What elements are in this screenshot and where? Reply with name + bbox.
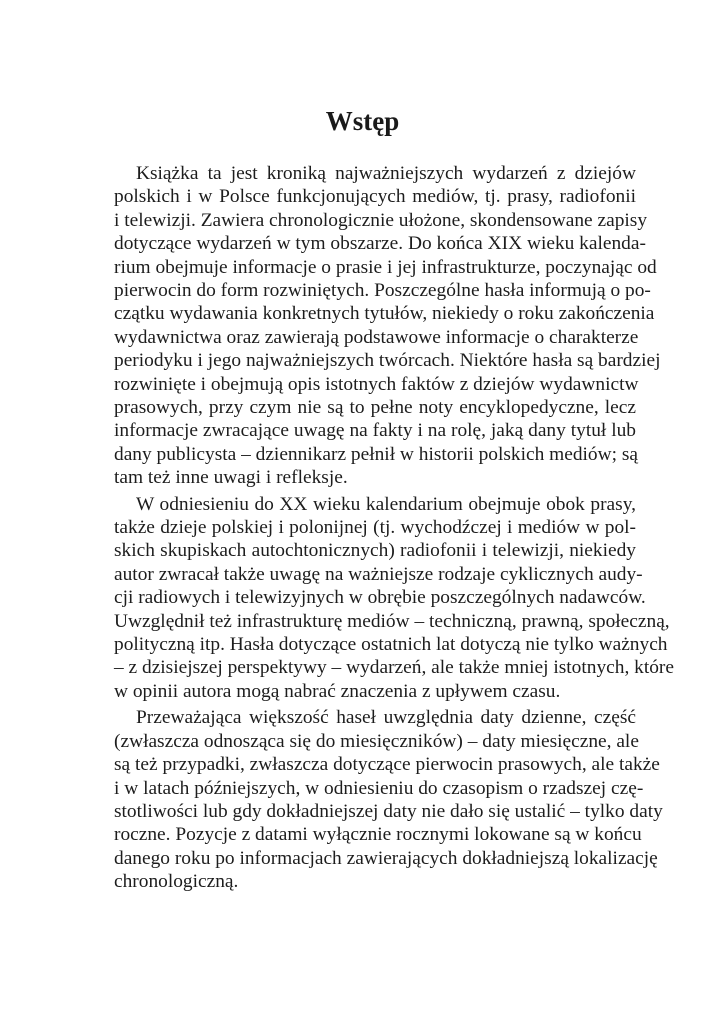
body-text: [114, 162, 674, 893]
text-line: informacje zwracające uwagę na fakty i na rolę, jaką dany tytuł lub: [114, 420, 636, 442]
paragraph-1: [114, 162, 661, 489]
text-line: także dzieje polskiej i polonijnej (tj. wychodźczej i mediów w pol-: [114, 517, 636, 539]
text-line: i w latach późniejszych, w odniesieniu do czasopism o rzadszej czę-: [114, 777, 644, 799]
text-line: prasowych, przy czym nie są to pełne noty encyklopedyczne, lecz: [114, 396, 636, 418]
text-line: roczne. Pozycje z datami wyłącznie rocznymi lokowane są w końcu: [114, 824, 642, 846]
text-line: autor zwracał także uwagę na ważniejsze rodzaje cyklicznych audy-: [114, 563, 643, 585]
text-line: tam też inne uwagi i refleksje.: [114, 467, 348, 489]
text-line: dany publicysta – dziennikarz pełnił w historii polskich mediów; są: [114, 443, 638, 465]
text-line: periodyku i jego najważniejszych twórcach. Niektóre hasła są bardziej: [114, 350, 661, 372]
text-line: Książka ta jest kroniką najważniejszych wydarzeń z dziejów: [136, 163, 636, 184]
text-line: (zwłaszcza odnosząca się do miesięczników) – daty miesięczne, ale: [114, 730, 639, 752]
text-line: są też przypadki, zwłaszcza dotyczące pierwocin prasowych, ale także: [114, 754, 660, 776]
text-line: dotyczące wydarzeń w tym obszarze. Do końca XIX wieku kalenda-: [114, 233, 646, 255]
paragraph-3: [114, 706, 663, 893]
page-title: Wstęp: [325, 106, 400, 136]
text-line: polskich i w Polsce funkcjonujących mediów, tj. prasy, radiofonii: [114, 186, 636, 208]
text-line: w opinii autora mogą nabrać znaczenia z upływem czasu.: [114, 680, 561, 702]
text-line: i telewizji. Zawiera chronologicznie ułożone, skondensowane zapisy: [114, 209, 648, 231]
text-line: rozwinięte i obejmują opis istotnych faktów z dziejów wydawnictw: [114, 373, 639, 395]
text-line: rium obejmuje informacje o prasie i jej infrastrukturze, poczynając od: [114, 256, 657, 278]
text-line: stotliwości lub gdy dokładniejszej daty nie dało się ustalić – tylko daty: [114, 800, 663, 822]
text-line: wydawnictwa oraz zawierają podstawowe informacje o charakterze: [114, 326, 639, 348]
text-line: polityczną itp. Hasła dotyczące ostatnich lat dotyczą nie tylko ważnych: [114, 634, 668, 655]
text-line: Uwzględnił też infrastrukturę mediów – techniczną, prawną, społeczną,: [114, 610, 670, 632]
text-line: Przeważająca większość haseł uwzględnia daty dzienne, część: [136, 707, 636, 729]
text-line: W odniesieniu do XX wieku kalendarium obejmuje obok prasy,: [136, 493, 636, 515]
text-line: – z dzisiejszej perspektywy – wydarzeń, ale także mniej istotnych, które: [114, 657, 674, 679]
text-line: czątku wydawania konkretnych tytułów, niekiedy o roku zakończenia: [114, 303, 655, 325]
paragraph-2: [114, 493, 674, 704]
text-line: chronologiczną.: [114, 871, 239, 893]
text-line: skich skupiskach autochtonicznych) radiofonii i telewizji, niekiedy: [114, 540, 636, 562]
text-line: pierwocin do form rozwiniętych. Poszczególne hasła informują o po-: [114, 279, 651, 301]
text-line: cji radiowych i telewizyjnych w obrębie poszczególnych nadawców.: [114, 587, 646, 609]
text-line: danego roku po informacjach zawierających dokładniejszą lokalizację: [114, 847, 658, 869]
